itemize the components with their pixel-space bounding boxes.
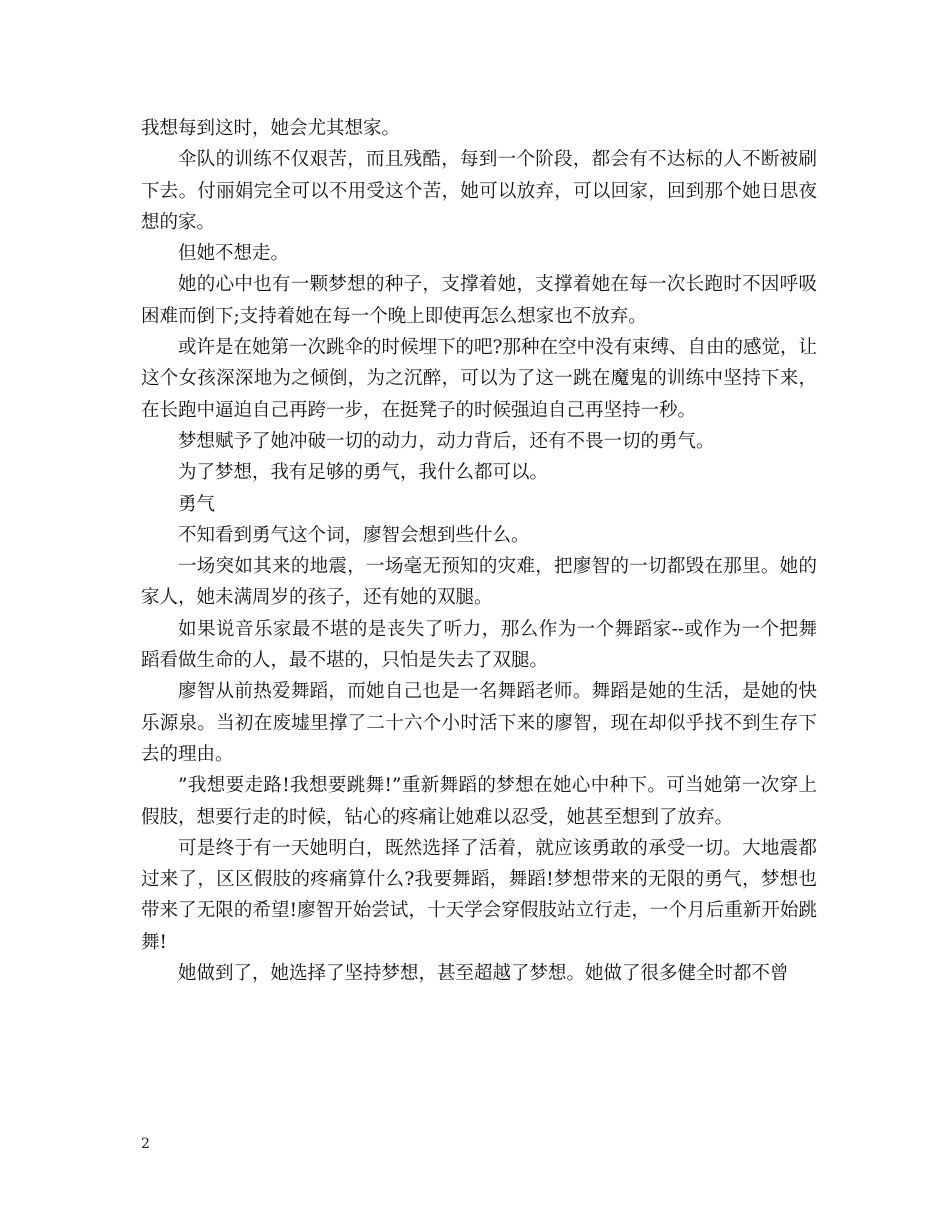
document-body [141,113,817,989]
paragraph: 不知看到勇气这个词，廖智会想到些什么。 [178,524,530,546]
paragraph: 廖智从前热爱舞蹈，而她自己也是一名舞蹈老师。舞蹈是她的生活，是她的快乐源泉。当初在废墟里撑了二十六个小时活下来的廖智，现在却似乎找不到生存下去的理由。 [141,681,817,765]
paragraph: 她的心中也有一颗梦想的种子，支撑着她，支撑着她在每一次长跑时不因呼吸困难而倒下;支持着她在每一个晚上即使再怎么想家也不放弃。 [141,274,817,327]
paragraph: 我想每到这时，她会尤其想家。 [141,118,401,139]
paragraph: 为了梦想，我有足够的勇气，我什么都可以。 [178,462,549,484]
page-number: 2 [141,1136,150,1152]
paragraph: 伞队的训练不仅艰苦，而且残酷，每到一个阶段，都会有不达标的人不断被刷下去。付丽娟完全可以不用受这个苦，她可以放弃，可以回家，回到那个她日思夜想的家。 [141,149,817,233]
paragraph: 可是终于有一天她明白，既然选择了活着，就应该勇敢的承受一切。大地震都过来了，区区假肢的疼痛算什么?我要舞蹈，舞蹈!梦想带来的无限的勇气，梦想也带来了无限的希望!廖智开始尝试，十天学会穿假肢站立行走，一个月后重新开始跳舞! [141,837,817,953]
paragraph: 或许是在她第一次跳伞的时候埋下的吧?那种在空中没有束缚、自由的感觉，让这个女孩深深地为之倾倒，为之沉醉，可以为了这一跳在魔鬼的训练中坚持下来，在长跑中逼迫自己再跨一步，在挺凳子的时候强迫自己再坚持一秒。 [141,337,817,421]
paragraph: ”我想要走路!我想要跳舞!”重新舞蹈的梦想在她心中种下。可当她第一次穿上假肢，想要行走的时候，钻心的疼痛让她难以忍受，她甚至想到了放弃。 [141,775,817,828]
paragraph: 她做到了，她选择了坚持梦想，甚至超越了梦想。她做了很多健全时都不曾 [178,963,789,985]
paragraph: 一场突如其来的地震，一场毫无预知的灾难，把廖智的一切都毁在那里。她的家人，她未满周岁的孩子，还有她的双腿。 [141,556,817,609]
paragraph: 如果说音乐家最不堪的是丧失了听力，那么作为一个舞蹈家--或作为一个把舞蹈看做生命的人，最不堪的，只怕是失去了双腿。 [141,618,817,672]
paragraph: 但她不想走。 [178,243,290,265]
paragraph: 梦想赋予了她冲破一切的动力，动力背后，还有不畏一切的勇气。 [178,430,715,452]
paragraph: 勇气 [178,493,216,515]
